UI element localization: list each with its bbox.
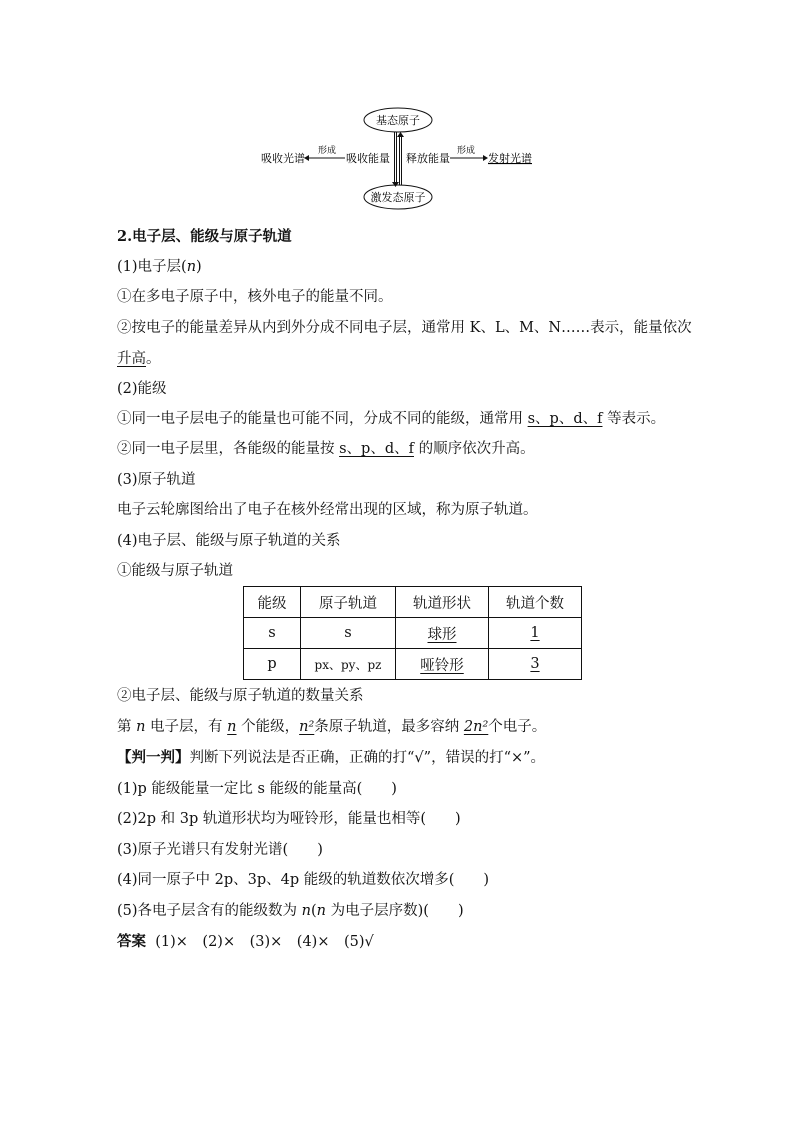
orbital-table <box>243 586 582 680</box>
answer-line <box>117 931 697 953</box>
count-1: 1 <box>530 625 540 641</box>
question-1: (1)p 能级能量一定比 s 能级的能量高( ) <box>117 780 397 797</box>
p8-e: 个电子。 <box>488 718 547 735</box>
para-2 <box>117 313 697 375</box>
shape-sphere: 球形 <box>427 626 457 643</box>
p3-text: ①同一电子层电子的能量也可能不同，分成不同的能级，通常用 <box>117 411 528 427</box>
table-header-cell: 轨道形状 <box>396 587 489 618</box>
table-cell <box>396 649 489 680</box>
p8-d: 条原子轨道，最多容纳 <box>314 718 464 735</box>
left-arrow-label: 形成 <box>317 146 337 156</box>
answer-values: (1)× (2)× (3)× (4)× (5)√ <box>155 934 374 950</box>
para-1: ①在多电子原子中，核外电子的能量不同。 <box>117 289 393 305</box>
table-cell <box>396 618 489 649</box>
table-header-cell: 能级 <box>244 587 301 618</box>
p8-ul3: 2n² <box>463 718 489 735</box>
subheading-electron-shell <box>117 257 697 278</box>
release-energy-label: 释放能量 <box>406 152 450 165</box>
ground-state-label: 基态原子 <box>376 114 420 127</box>
table-cell <box>489 618 582 649</box>
question-2: (2)2p 和 3p 轨道形状均为哑铃形，能量也相等( ) <box>117 811 461 827</box>
table-cell: p <box>244 649 301 680</box>
table-header-row <box>244 587 582 618</box>
emission-spectrum-label: 发射光谱 <box>488 152 532 165</box>
table-header-cell: 原子轨道 <box>301 587 396 618</box>
table-header-cell: 轨道个数 <box>489 587 582 618</box>
q5-a: (5)各电子层含有的能级数为 <box>117 902 302 919</box>
question-3: (3)原子光谱只有发射光谱( ) <box>117 841 323 858</box>
judge-tag: 【判一判】 <box>117 749 190 766</box>
release-arrowhead <box>397 132 404 137</box>
q5-n: n <box>301 902 311 919</box>
section-heading: 2.电子层、能级与原子轨道 <box>117 228 292 245</box>
para-6: ①能级与原子轨道 <box>117 563 233 579</box>
p2-underlined: 升高 <box>117 350 146 367</box>
subheading-relationship: (4)电子层、能级与原子轨道的关系 <box>117 532 341 549</box>
para-5: 电子云轮廓图给出了电子在核外经常出现的区域，称为原子轨道。 <box>117 502 538 518</box>
judge-intro-text: 判断下列说法是否正确，正确的打“√”，错误的打“×”。 <box>189 750 546 766</box>
question-4: (4)同一原子中 2p、3p、4p 能级的轨道数依次增多( ) <box>117 872 490 888</box>
subheading-atomic-orbital: (3)原子轨道 <box>117 471 196 488</box>
absorption-spectrum-label: 吸收光谱 <box>261 152 305 165</box>
shape-dumbbell: 哑铃形 <box>420 657 464 674</box>
q5-b: ( <box>311 902 317 919</box>
table-cell: s <box>244 618 301 649</box>
table-cell: s <box>301 618 396 649</box>
spectrum-diagram <box>255 103 545 211</box>
sub1-end: ) <box>196 258 202 275</box>
p2-text: ②按电子的能量差异从内到外分成不同电子层，通常用 K、L、M、N……表示，能量依次 <box>117 319 692 336</box>
subheading-energy-level: (2)能级 <box>117 380 167 397</box>
p8-ul2: n² <box>299 718 315 735</box>
table-row <box>244 618 582 649</box>
count-3: 3 <box>530 656 540 672</box>
p2-end: 。 <box>146 350 161 367</box>
p4-underlined: s、p、d、f <box>339 441 414 457</box>
p3-underlined: s、p、d、f <box>527 411 603 427</box>
p4-text: ②同一电子层里，各能级的能量按 <box>117 441 340 457</box>
content <box>117 226 697 963</box>
p8-c: 个能级， <box>236 718 300 735</box>
p3-end: 等表示。 <box>602 411 666 427</box>
absorb-arrowhead <box>392 182 399 187</box>
table-cell: px、py、pz <box>301 649 396 680</box>
p4-end: 的顺序依次升高。 <box>413 441 535 457</box>
p8-ul1: n <box>227 718 237 735</box>
p8-b: 电子层，有 <box>145 718 228 735</box>
table-row <box>244 649 582 680</box>
q5-c: 为电子层序数)( ) <box>326 902 464 919</box>
p8-a: 第 <box>117 718 137 735</box>
para-8 <box>117 717 697 738</box>
p8-n: n <box>136 718 146 735</box>
table-cell <box>489 649 582 680</box>
sub1-var: n <box>186 258 197 275</box>
right-arrow-label: 形成 <box>456 146 476 156</box>
sub1-text: (1)电子层( <box>117 258 187 275</box>
para-3 <box>117 404 697 435</box>
para-7: ②电子层、能级与原子轨道的数量关系 <box>117 688 364 704</box>
para-4 <box>117 439 697 460</box>
excited-state-label: 激发态原子 <box>370 191 426 204</box>
q5-n2: n <box>316 902 327 919</box>
judge-intro <box>117 747 697 769</box>
answer-label: 答案 <box>117 933 146 950</box>
absorb-energy-label: 吸收能量 <box>346 152 390 165</box>
question-5 <box>117 901 697 922</box>
